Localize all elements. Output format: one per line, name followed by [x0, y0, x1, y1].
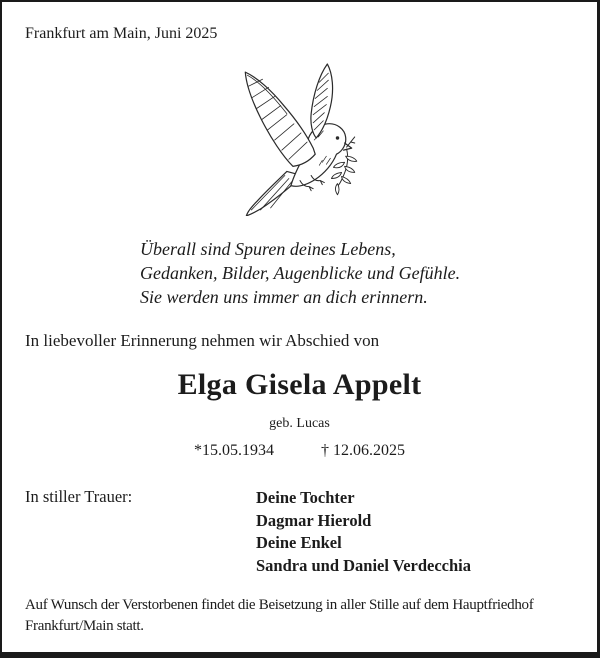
death-date: † 12.06.2025 — [321, 442, 405, 459]
dove-illustration — [238, 62, 360, 216]
birth-date: *15.05.1934 — [194, 442, 274, 459]
mourner-line: Dagmar Hierold — [256, 510, 372, 530]
maiden-name: geb. Lucas — [269, 416, 330, 431]
deceased-name: Elga Gisela Appelt — [177, 368, 422, 401]
mourners-list — [256, 487, 471, 577]
mourner-line: Sandra und Daniel Verdecchia — [256, 555, 471, 575]
verse-line: Sie werden uns immer an dich erinnern. — [140, 287, 428, 307]
mourner-line: Deine Tochter — [256, 488, 355, 507]
dove-olive-branch-icon — [238, 62, 360, 216]
mourning-label: In stiller Trauer: — [25, 487, 133, 506]
burial-note-line: Auf Wunsch der Verstorbenen findet die Beisetzung in aller Stille auf dem Hauptfriedhof — [25, 597, 534, 613]
mourner-line: Deine Enkel — [256, 533, 342, 552]
intro-line: In liebevoller Erinnerung nehmen wir Abschied von — [25, 331, 380, 350]
burial-note-line: Frankfurt/Main statt. — [25, 618, 144, 634]
dateline: Frankfurt am Main, Juni 2025 — [25, 25, 218, 42]
verse-line: Überall sind Spuren deines Lebens, — [140, 239, 396, 259]
verse-line: Gedanken, Bilder, Augenblicke und Gefühle. — [140, 263, 461, 283]
life-dates — [2, 442, 597, 460]
memorial-verse — [140, 237, 460, 309]
burial-note — [25, 595, 533, 637]
